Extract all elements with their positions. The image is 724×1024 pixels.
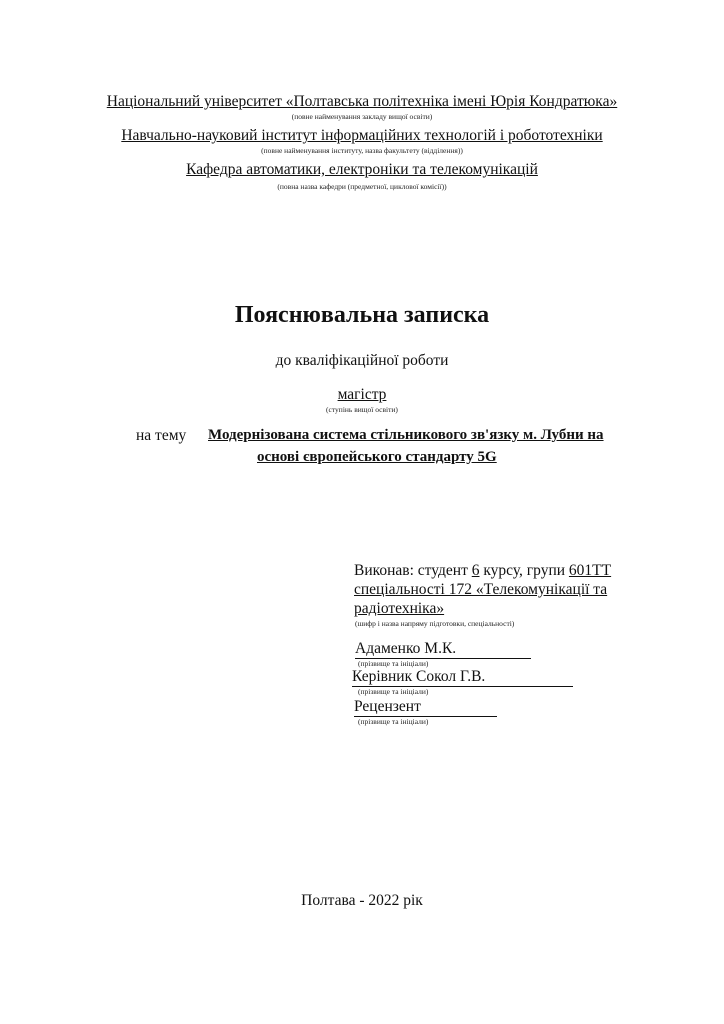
group-code: 601ТТ	[568, 562, 612, 579]
specialty-note: (шифр і назва напряму підготовки, спеціальності)	[355, 619, 515, 628]
specialty-line-2: радіотехніка»	[354, 600, 445, 617]
student-name: Адаменко М.К.	[355, 640, 531, 659]
theme-line-1: Модернізована система стільникового зв'язку м. Лубни на	[208, 427, 604, 443]
author-line-1: Виконав: студент 6 курсу, групи 601ТТ	[354, 562, 612, 579]
university-name: Національний університет «Полтавська політехніка імені Юрія Кондратюка»	[106, 93, 618, 110]
student-name-line	[355, 640, 531, 659]
course-number: 6	[471, 562, 480, 579]
supervisor-line	[352, 668, 573, 687]
supervisor-name: Керівник Сокол Г.В.	[352, 668, 573, 687]
specialty-line-1: спеціальності 172 «Телекомунікації та	[354, 581, 608, 598]
institute-name: Навчально-науковий інститут інформаційних технологій і робототехніки	[121, 127, 603, 144]
theme-label: на тему	[136, 427, 187, 444]
document-title: Пояснювальна записка	[234, 302, 490, 328]
degree-note: (ступінь вищої освіти)	[326, 405, 398, 414]
university-note: (повне найменування закладу вищої освіти)	[291, 112, 433, 121]
document-subtitle: до кваліфікаційної роботи	[275, 352, 449, 369]
reviewer-note: (прізвище та ініціали)	[358, 717, 429, 726]
department-note: (повна назва кафедри (предметної, циклової комісії))	[277, 182, 447, 191]
student-note: (прізвище та ініціали)	[358, 659, 429, 668]
reviewer-line	[354, 698, 497, 717]
theme-line-2: основі європейського стандарту 5G	[257, 449, 497, 465]
reviewer-name: Рецензент	[354, 698, 497, 717]
institute-note: (повне найменування інституту, назва факультету (відділення))	[261, 146, 463, 155]
place-year: Полтава - 2022 рік	[301, 892, 423, 909]
supervisor-note: (прізвище та ініціали)	[358, 687, 429, 696]
department-name: Кафедра автоматики, електроніки та телекомунікацій	[186, 161, 538, 178]
degree: магістр	[337, 386, 387, 403]
